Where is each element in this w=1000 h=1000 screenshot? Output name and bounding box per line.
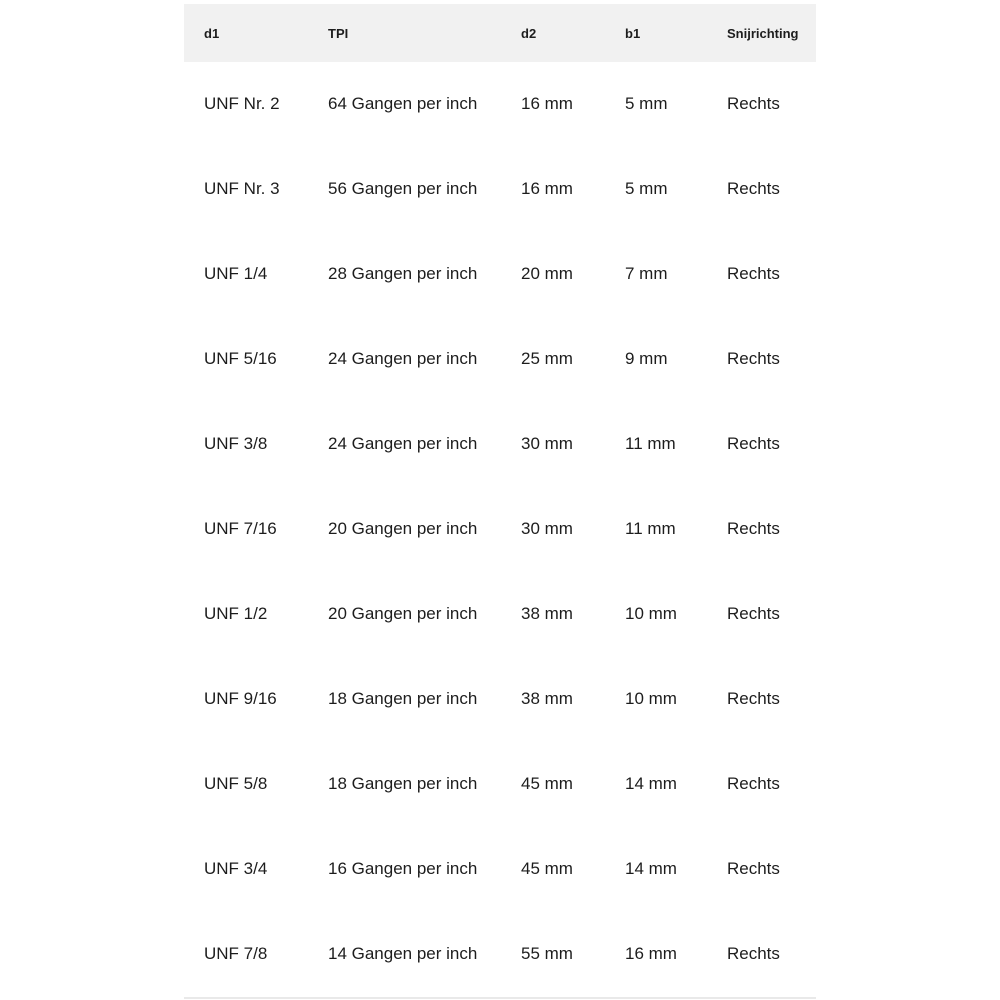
cell-d1: UNF 5/16 [204,349,277,369]
column-header-d2: d2 [521,25,537,41]
cell-b1: 7 mm [625,264,668,284]
cell-snijrichting: Rechts [727,264,780,284]
cell-d2: 38 mm [521,604,573,624]
column-header-b1: b1 [625,25,641,41]
table-row [184,317,816,402]
table-row [184,402,816,487]
cell-d1: UNF 7/16 [204,519,277,539]
cell-d1: UNF 7/8 [204,944,268,964]
cell-b1: 9 mm [625,349,668,369]
table-row [184,912,816,997]
cell-snijrichting: Rechts [727,689,780,709]
cell-b1: 11 mm [625,434,676,454]
cell-snijrichting: Rechts [727,859,780,879]
cell-tpi: 16 Gangen per inch [328,859,478,879]
cell-tpi: 24 Gangen per inch [328,434,478,454]
cell-d2: 20 mm [521,264,573,284]
cell-d2: 55 mm [521,944,573,964]
cell-b1: 5 mm [625,94,668,114]
cell-d1: UNF 3/8 [204,434,268,454]
cell-snijrichting: Rechts [727,944,780,964]
cell-tpi: 28 Gangen per inch [328,264,478,284]
table-row [184,657,816,742]
cell-b1: 5 mm [625,179,668,199]
table-row [184,232,816,317]
cell-d2: 45 mm [521,774,573,794]
cell-d1: UNF 3/4 [204,859,268,879]
cell-d2: 16 mm [521,179,573,199]
cell-snijrichting: Rechts [727,179,780,199]
cell-b1: 16 mm [625,944,677,964]
cell-d1: UNF 1/4 [204,264,268,284]
column-header-snijrichting: Snijrichting [727,25,799,41]
cell-b1: 10 mm [625,689,677,709]
cell-b1: 11 mm [625,519,676,539]
cell-snijrichting: Rechts [727,604,780,624]
cell-tpi: 14 Gangen per inch [328,944,478,964]
table-header-row [184,4,816,62]
cell-d2: 30 mm [521,519,573,539]
cell-d2: 30 mm [521,434,573,454]
table-row [184,487,816,572]
cell-d1: UNF 9/16 [204,689,277,709]
table-row [184,572,816,657]
cell-d2: 25 mm [521,349,573,369]
table-body [184,62,816,999]
cell-d1: UNF 1/2 [204,604,268,624]
cell-tpi: 20 Gangen per inch [328,519,478,539]
cell-b1: 14 mm [625,774,677,794]
cell-d1: UNF 5/8 [204,774,268,794]
cell-tpi: 24 Gangen per inch [328,349,478,369]
cell-d2: 16 mm [521,94,573,114]
cell-b1: 14 mm [625,859,677,879]
table-row [184,742,816,827]
table-row [184,62,816,147]
cell-snijrichting: Rechts [727,519,780,539]
thread-spec-table [184,4,816,999]
cell-b1: 10 mm [625,604,677,624]
cell-d1: UNF Nr. 2 [204,94,280,114]
cell-snijrichting: Rechts [727,434,780,454]
cell-d2: 38 mm [521,689,573,709]
cell-d1: UNF Nr. 3 [204,179,280,199]
cell-tpi: 20 Gangen per inch [328,604,478,624]
column-header-d1: d1 [204,25,220,41]
cell-tpi: 18 Gangen per inch [328,689,478,709]
cell-tpi: 64 Gangen per inch [328,94,478,114]
table-row [184,827,816,912]
column-header-tpi: TPI [328,25,349,41]
cell-snijrichting: Rechts [727,94,780,114]
cell-d2: 45 mm [521,859,573,879]
cell-snijrichting: Rechts [727,349,780,369]
cell-snijrichting: Rechts [727,774,780,794]
table-row [184,147,816,232]
cell-tpi: 56 Gangen per inch [328,179,478,199]
cell-tpi: 18 Gangen per inch [328,774,478,794]
